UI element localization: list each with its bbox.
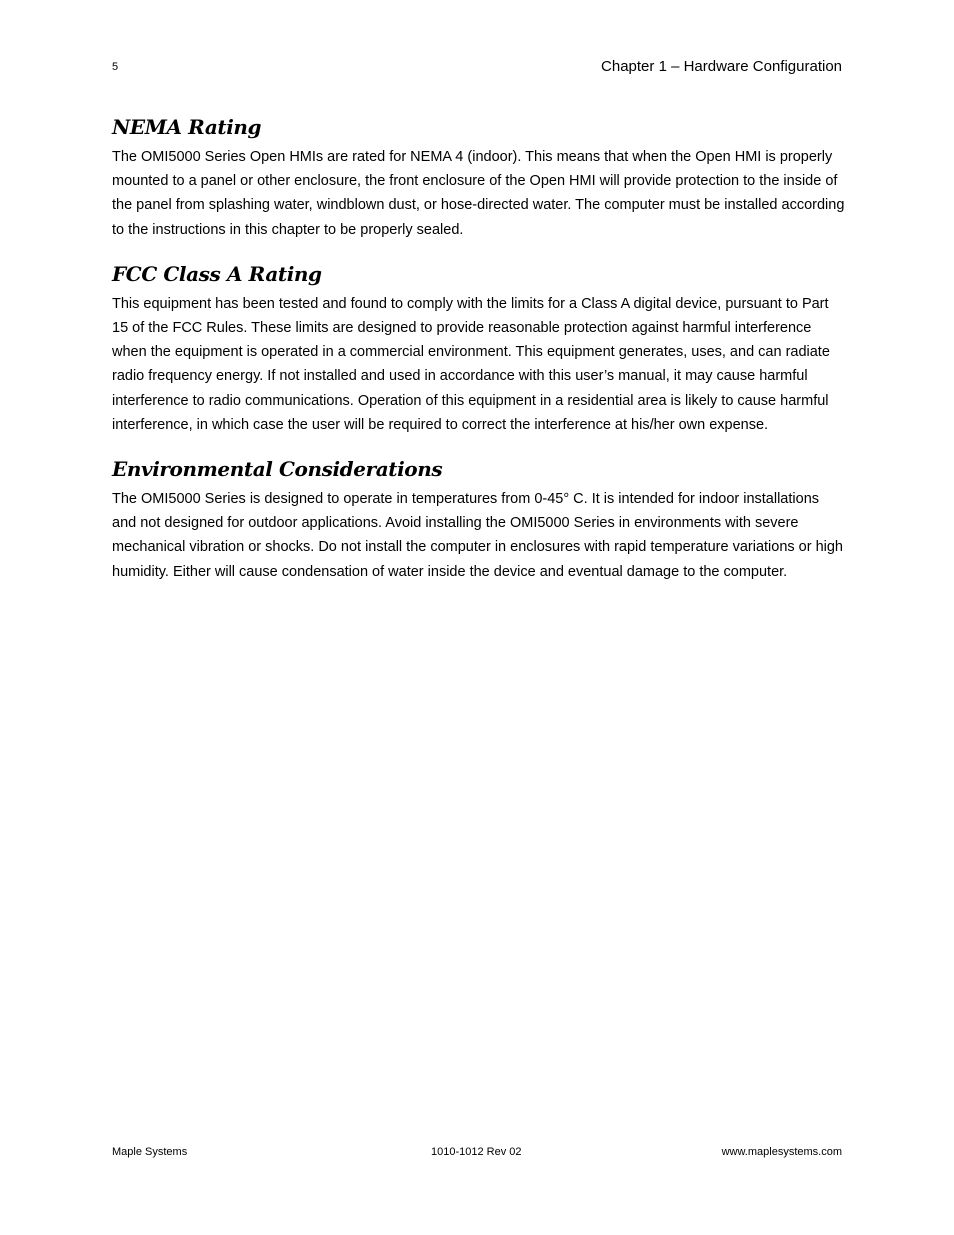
footer-document-number: 1010-1012 Rev 02 xyxy=(431,1146,522,1158)
section-paragraph-environmental-considerations: The OMI5000 Series is designed to operate in temperatures from 0-45° C. It is intended for indoor installations and not designed for outdoor applications. Avoid installing the OMI5000 Series in environments with severe mechanical vibration or shocks. Do not install the computer in enclosures with rapid temperature variations or high humidity. Either will cause condensation of water inside the device and eventual damage to the computer. xyxy=(112,491,843,580)
section-heading-nema-rating: NEMA Rating xyxy=(112,115,262,139)
section-fcc-class-a-rating xyxy=(112,260,847,437)
chapter-header: Chapter 1 – Hardware Configuration xyxy=(601,58,842,75)
page-number: 5 xyxy=(112,61,119,73)
footer-website: www.maplesystems.com xyxy=(721,1146,842,1158)
document-body xyxy=(112,113,847,602)
section-nema-rating xyxy=(112,113,847,242)
section-paragraph-fcc-class-a-rating: This equipment has been tested and found to comply with the limits for a Class A digital device, pursuant to Part 15 of the FCC Rules. These limits are designed to provide reasonable protection against harmful interference when the equipment is operated in a commercial environment. This equipment generates, uses, and can radiate radio frequency energy. If not installed and used in accordance with this user’s manual, it may cause harmful interference to radio communications. Operation of this equipment in a residential area is likely to cause harmful interference, in which case the user will be required to correct the interference at his/her own expense. xyxy=(112,295,830,433)
section-heading-environmental-considerations: Environmental Considerations xyxy=(112,457,443,482)
section-environmental-considerations xyxy=(112,455,847,584)
footer-company: Maple Systems xyxy=(112,1146,188,1158)
section-paragraph-nema-rating: The OMI5000 Series Open HMIs are rated for NEMA 4 (indoor). This means that when the Open HMI is properly mounted to a panel or other enclosure, the front enclosure of the Open HMI will provide protection to the inside of the panel from splashing water, windblown dust, or hose-directed water. The computer must be installed according to the instructions in this chapter to be properly sealed. xyxy=(112,149,845,238)
section-heading-fcc-class-a-rating: FCC Class A Rating xyxy=(112,261,322,286)
